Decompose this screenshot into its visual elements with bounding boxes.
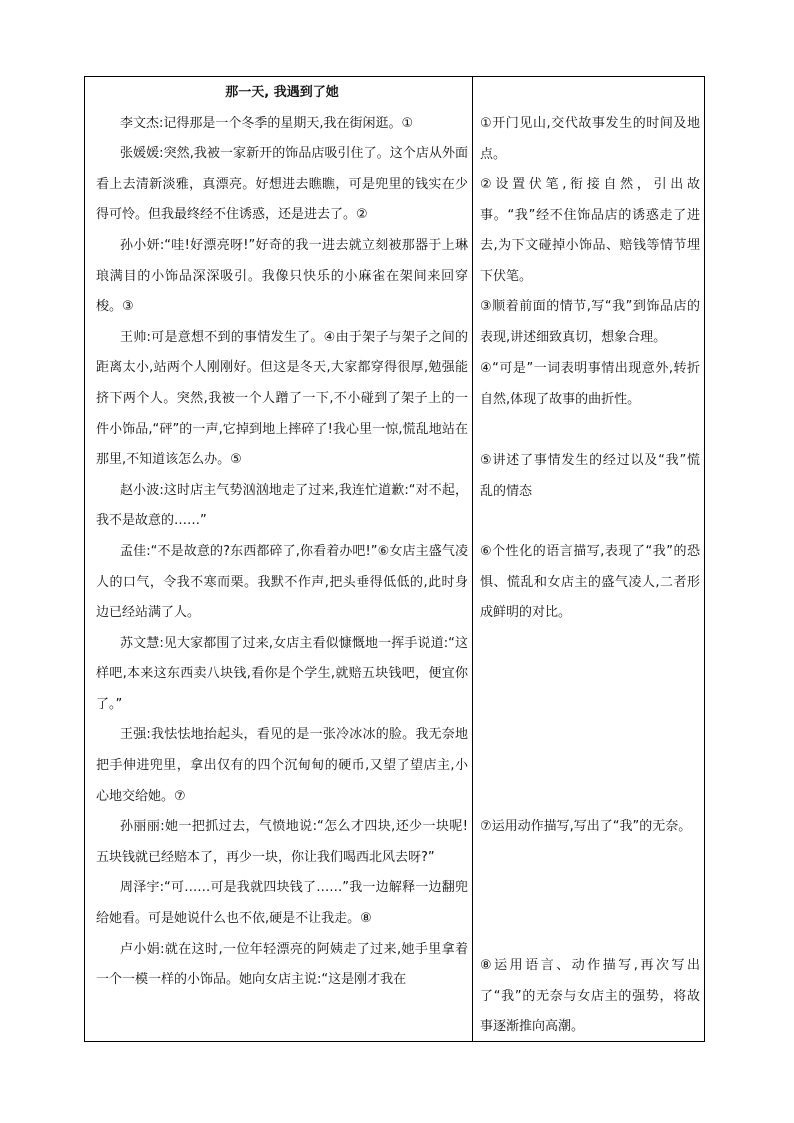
- story-paragraph: 李文杰:记得那是一个冬季的星期天,我在街闲逛。①: [120, 115, 414, 131]
- story-title: 那一天, 我遇到了她: [225, 85, 339, 100]
- story-paragraph: 赵小波:这时店主气势汹汹地走了过来,我连忙道歉:“对不起，我不是故意的……”: [96, 482, 468, 529]
- column-divider: [472, 76, 473, 1042]
- story-paragraph: 苏文慧:见大家都围了过来,女店主看似慷慨地一挥手说道:“这样吧,本来这东西卖八块钱,看你是个学生,就赔五块钱吧，便宜你了。”: [96, 635, 468, 712]
- story-paragraph: 周泽宇:“可……可是我就四块钱了……”我一边解释一边翻兜给她看。可是她说什么也不依,硬是不让我走。⑧: [96, 880, 468, 927]
- annotation-note: ①开门见山,交代故事发生的时间及地点。: [480, 116, 700, 162]
- story-paragraph: 卢小娟:就在这时,一位年轻漂亮的阿姨走了过来,她手里拿着一个一模一样的小饰品。她向女店主说:“这是刚才我在: [96, 941, 468, 988]
- annotation-note: ⑤讲述了事情发生的经过以及“我”慌乱的情态: [480, 453, 700, 499]
- annotation-note: ⑧运用语言、动作描写,再次写出了“我”的无奈与女店主的强势，将故事逐渐推向高潮。: [480, 958, 700, 1035]
- story-paragraph: 孟佳:“不是故意的?东西都碎了,你看着办吧!”⑥女店主盛气凌人的口气，令我不寒而栗。我默不作声,把头垂得低低的,此时身边已经站满了人。: [96, 543, 468, 621]
- story-paragraph: 王强:我怯怯地抬起头，看见的是一张冷冰冰的脸。我无奈地把手伸进兜里，拿出仅有的四个沉甸甸的硬币,又望了望店主,小心地交给她。⑦: [96, 727, 468, 804]
- annotation-note: ③顺着前面的情节,写“我”到饰品店的表现,讲述细致真切，想象合理。: [480, 299, 700, 345]
- story-column: [96, 78, 468, 996]
- story-paragraph: 孙丽丽:她一把抓过去，气愤地说:“怎么才四块,还少一块呢!五块钱就已经赔本了，再少一块，你让我们喝西北风去呀?”: [96, 819, 468, 865]
- annotation-note: ⑥个性化的语言描写,表现了“我”的恐惧、慌乱和女店主的盛气凌人,二者形成鲜明的对比。: [480, 544, 700, 621]
- annotation-note: ④“可是”一词表明事情出现意外,转折自然,体现了故事的曲折性。: [480, 361, 700, 407]
- story-paragraph: 王帅:可是意想不到的事情发生了。④由于架子与架子之间的距离太小,站两个人刚刚好。但这是冬天,大家都穿得很厚,勉强能挤下两个人。突然,我被一个人蹭了一下,不小碰到了架子上的一件小饰品,“砰”的一声,它掉到地上摔碎了!我心里一惊,慌乱地站在那里,不知道该怎么办。⑤: [96, 329, 468, 468]
- annotation-note: ⑦运用动作描写,写出了“我”的无奈。: [480, 819, 692, 834]
- story-paragraph: 孙小妍:“哇!好漂亮呀!”好奇的我一进去就立刻被那器于上琳琅满目的小饰品深深吸引。我像只快乐的小麻雀在架间来回穿梭。③: [96, 237, 468, 315]
- annotation-note: ②设置伏笔,衔接自然，引出故事。“我”经不住饰品店的诱惑走了进去,为下文碰掉小饰品、赔钱等情节埋下伏笔。: [480, 177, 700, 284]
- story-paragraph: 张媛媛:突然,我被一家新开的饰品店吸引住了。这个店从外面看上去清新淡雅，真漂亮。好想进去瞧瞧，可是兜里的钱实在少得可怜。但我最终经不住诱惑，还是进去了。②: [96, 146, 468, 223]
